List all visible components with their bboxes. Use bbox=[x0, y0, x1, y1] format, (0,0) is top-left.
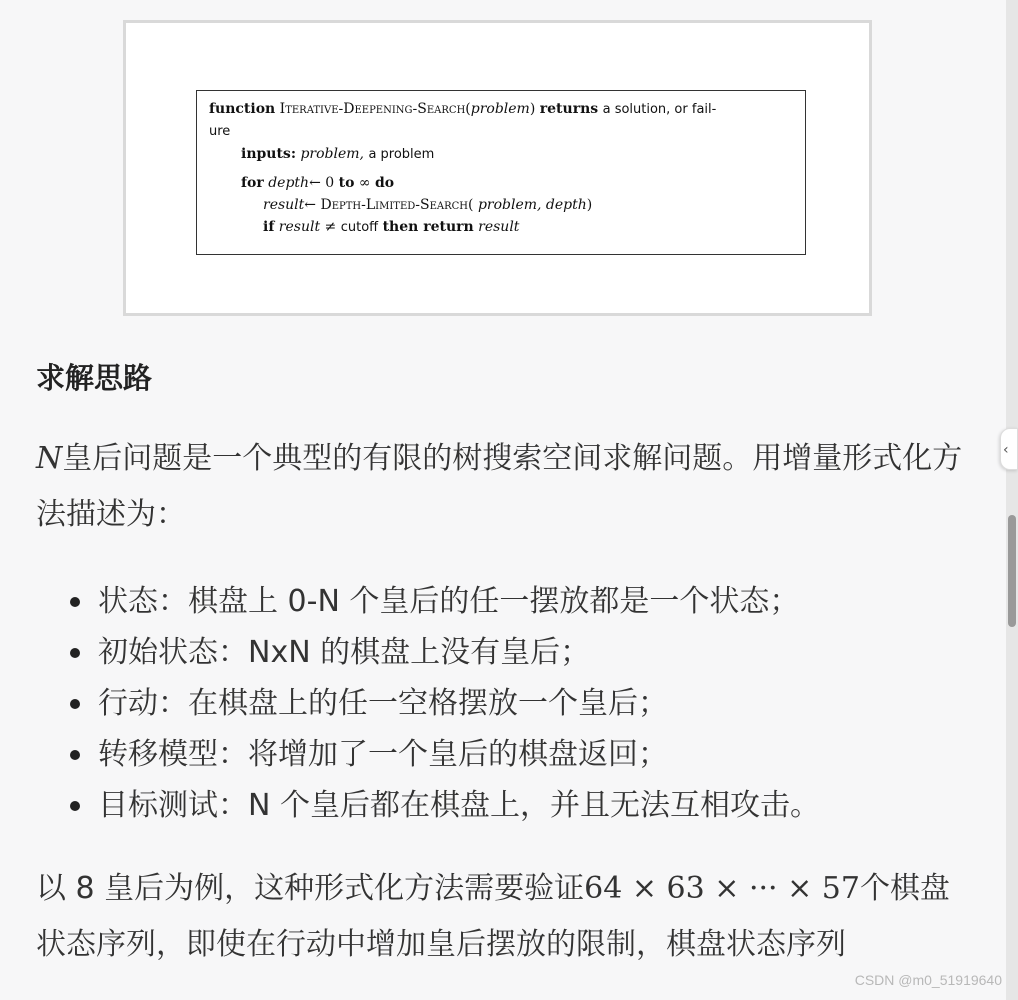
for-zero: 0 bbox=[325, 175, 335, 191]
inputs-desc: a problem bbox=[368, 147, 435, 162]
bullet-dot-icon bbox=[70, 648, 80, 658]
kw-returns: returns bbox=[539, 101, 599, 117]
list-item-text: 目标测试：N 个皇后都在棋盘上，并且无法互相攻击。 bbox=[98, 788, 820, 823]
list-item bbox=[68, 678, 820, 729]
for-infinity: ∞ bbox=[358, 175, 371, 191]
watermark: CSDN @m0_51919640 bbox=[854, 972, 1002, 988]
side-collapse-tab[interactable] bbox=[1000, 428, 1018, 470]
list-item-text: 初始状态：NxN 的棋盘上没有皇后； bbox=[98, 635, 591, 670]
math-product: 64 × 63 × ··· × 57 bbox=[584, 871, 860, 906]
if-var: result bbox=[278, 219, 321, 235]
algo-line-for bbox=[209, 172, 793, 194]
list-item-text: 行动：在棋盘上的任一空格摆放一个皇后； bbox=[98, 686, 668, 721]
bullet-dot-icon bbox=[70, 597, 80, 607]
algo-close-paren: ) bbox=[529, 101, 536, 117]
if-neq: ≠ bbox=[324, 219, 337, 235]
example-paragraph bbox=[36, 861, 976, 973]
algo-line-wrap: ure bbox=[209, 124, 231, 139]
kw-inputs: inputs: bbox=[241, 146, 296, 162]
inputs-arg: problem, bbox=[300, 146, 364, 162]
if-cutoff: cutoff bbox=[340, 220, 379, 235]
algo-line-if bbox=[209, 216, 793, 239]
bullet-dot-icon bbox=[70, 801, 80, 811]
bullet-dot-icon bbox=[70, 699, 80, 709]
arrow-left-icon: ‹ bbox=[1003, 442, 1009, 458]
list-item bbox=[68, 780, 820, 831]
if-return-value: result bbox=[478, 219, 520, 235]
result-close: ) bbox=[586, 197, 593, 213]
example-text-after: 个棋盘状态序列，即使在行动中增加皇后摆放的限制，棋盘状态序列 bbox=[36, 871, 950, 962]
algo-name: Iterative-Deepening-Search( bbox=[279, 101, 471, 117]
vertical-scrollbar[interactable] bbox=[1006, 0, 1018, 1000]
kw-do: do bbox=[375, 175, 395, 191]
for-var: depth bbox=[268, 175, 310, 191]
algorithm-box bbox=[196, 90, 806, 255]
algo-line-result bbox=[209, 194, 793, 216]
formalization-list bbox=[68, 576, 820, 831]
scrollbar-thumb[interactable] bbox=[1008, 515, 1016, 627]
kw-function: function bbox=[209, 101, 276, 117]
intro-paragraph bbox=[36, 431, 976, 543]
result-var: result bbox=[263, 197, 305, 213]
example-text-before: 以 8 皇后为例，这种形式化方法需要验证 bbox=[36, 871, 585, 906]
list-item bbox=[68, 729, 820, 780]
algo-line-inputs bbox=[209, 143, 793, 166]
kw-to: to bbox=[338, 175, 355, 191]
algo-line-function bbox=[209, 98, 793, 121]
pseudocode-figure bbox=[123, 20, 872, 316]
result-arrow: ← bbox=[304, 197, 317, 213]
kw-then-return: then return bbox=[382, 219, 474, 235]
kw-if: if bbox=[263, 219, 275, 235]
list-item-text: 状态：棋盘上 0-N 个皇后的任一摆放都是一个状态； bbox=[98, 584, 800, 619]
kw-for: for bbox=[241, 175, 264, 191]
list-item bbox=[68, 576, 820, 627]
intro-text: 皇后问题是一个典型的有限的树搜索空间求解问题。用增量形式化方法描述为： bbox=[36, 441, 963, 532]
math-n: N bbox=[36, 441, 63, 476]
algo-returns-desc: a solution, or fail- bbox=[602, 102, 717, 117]
algo-arg: problem bbox=[470, 101, 530, 117]
result-args: problem, depth bbox=[477, 197, 587, 213]
list-item bbox=[68, 627, 820, 678]
list-item-text: 转移模型：将增加了一个皇后的棋盘返回； bbox=[98, 737, 668, 772]
for-arrow: ← bbox=[309, 175, 321, 191]
bullet-dot-icon bbox=[70, 750, 80, 760]
result-fn: Depth-Limited-Search( bbox=[320, 197, 474, 213]
section-heading: 求解思路 bbox=[36, 361, 153, 395]
